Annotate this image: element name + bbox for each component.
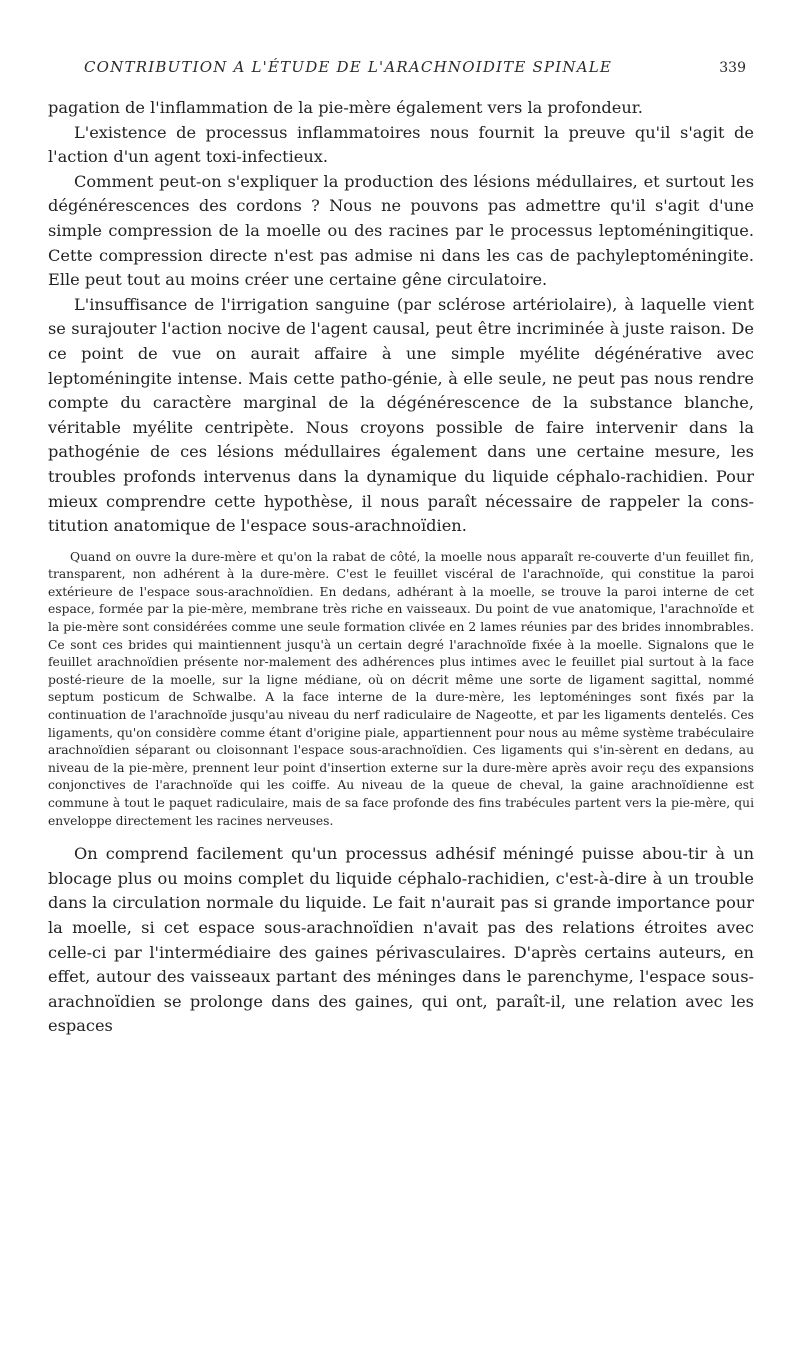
body-paragraph-3: Comment peut-on s'expliquer la production des lésions médullaires, et surtout les dégénérescences des cordons ? Nous ne pouvons pas admettre qu'il s'agit d'une simple compression de la moelle ou des racines par le processus leptoméningitique. Cette compression directe n'est pas admise ni dans les cas de pachyleptoméningite. Elle peut tout au moins créer une certaine gêne circulatoire. [48,171,754,290]
closing-paragraph: On comprend facilement qu'un processus adhésif méningé puisse abou-tir à un blocage plus ou moins complet du liquide céphalo-rachidien, c'est-à-dire à un trouble dans la circulation normale du liquide. Le fait n'aurait pas si grande importance pour la moelle, si cet espace sous-arachnoïdien n'avait pas des relations étroites avec celle-ci par l'intermédiaire des gaines périvasculaires. D'après certains auteurs, en effet, autour des vaisseaux partant des méninges dans le parenchyme, l'espace sous-arachnoïdien se prolonge dans des gaines, qui ont, paraît-il, une relation avec les espaces [48,844,754,1036]
body-paragraph-1: pagation de l'inflammation de la pie-mère également vers la profondeur. [48,98,643,117]
small-print-note [48,549,754,831]
note-paragraph: Quand on ouvre la dure-mère et qu'on la rabat de côté, la moelle nous apparaît re-couverte d'un feuillet fin, transparent, non adhérent à la dure-mère. C'est le feuillet viscéral de l'arachnoïde, qui constitue la paroi extérieure de l'espace sous-arachnoïdien. En dedans, adhérant à la moelle, se trouve la paroi interne de cet espace, formée par la pie-mère, membrane très riche en vaisseaux. Du point de vue anatomique, l'arachnoïde et la pie-mère sont considérées comme une seule formation clivée en 2 lames réunies par des brides innombrables. Ce sont ces brides qui maintiennent jusqu'à un certain degré l'arachnoïde fixée à la moelle. Signalons que le feuillet arachnoïdien présente nor-malement des adhérences plus intimes avec le feuillet pial surtout à la face posté-rieure de la moelle, sur la ligne médiane, où on décrit même une sorte de ligament sagittal, nommé septum posticum de Schwalbe. A la face interne de la dure-mère, les leptoméninges sont fixés par la continuation de l'arachnoïde jusqu'au niveau du nerf radiculaire de Nageotte, et par les ligaments dentelés. Ces ligaments, qu'on considère comme étant d'origine piale, appartiennent pour nous au même système trabéculaire arachnoïdien séparant ou cloisonnant l'espace sous-arachnoïdien. Ces ligaments qui s'in-sèrent en dedans, au niveau de la pie-mère, prennent leur point d'insertion externe sur la dure-mère après avoir reçu des expansions conjonctives de l'arachnoïde qui les coiffe. Au niveau de la queue de cheval, la gaine arachnoïdienne est commune à tout le paquet radiculaire, mais de sa face profonde des fins trabécules partent vers la pie-mère, qui enveloppe directement les racines nerveuses. [48,549,754,828]
body-paragraph-4: L'insuffisance de l'irrigation sanguine (par sclérose artériolaire), à laquelle vient se surajouter l'action nocive de l'agent causal, peut être incriminée à juste raison. De ce point de vue on aurait affaire à une simple myélite dégénérative avec leptoméningite intense. Mais cette patho-génie, à elle seule, ne peut pas nous rendre compte du caractère marginal de la dégénérescence de la substance blanche, véritable myélite centripète. Nous croyons possible de faire intervenir dans la pathogénie de ces lésions médullaires également dans une certaine mesure, les troubles profonds intervenus dans la dynamique du liquide céphalo-rachidien. Pour mieux comprendre cette hypothèse, il nous paraît nécessaire de rappeler la cons-titution anatomique de l'espace sous-arachnoïdien. [48,294,754,536]
page [48,58,754,1039]
running-title: CONTRIBUTION A L'ÉTUDE DE L'ARACHNOIDITE SPINALE [84,58,613,76]
body-paragraph-2: L'existence de processus inflammatoires nous fournit la preuve qu'il s'agit de l'action d'un agent toxi-infectieux. [48,122,754,167]
running-header [48,58,754,90]
page-number: 339 [719,60,746,76]
